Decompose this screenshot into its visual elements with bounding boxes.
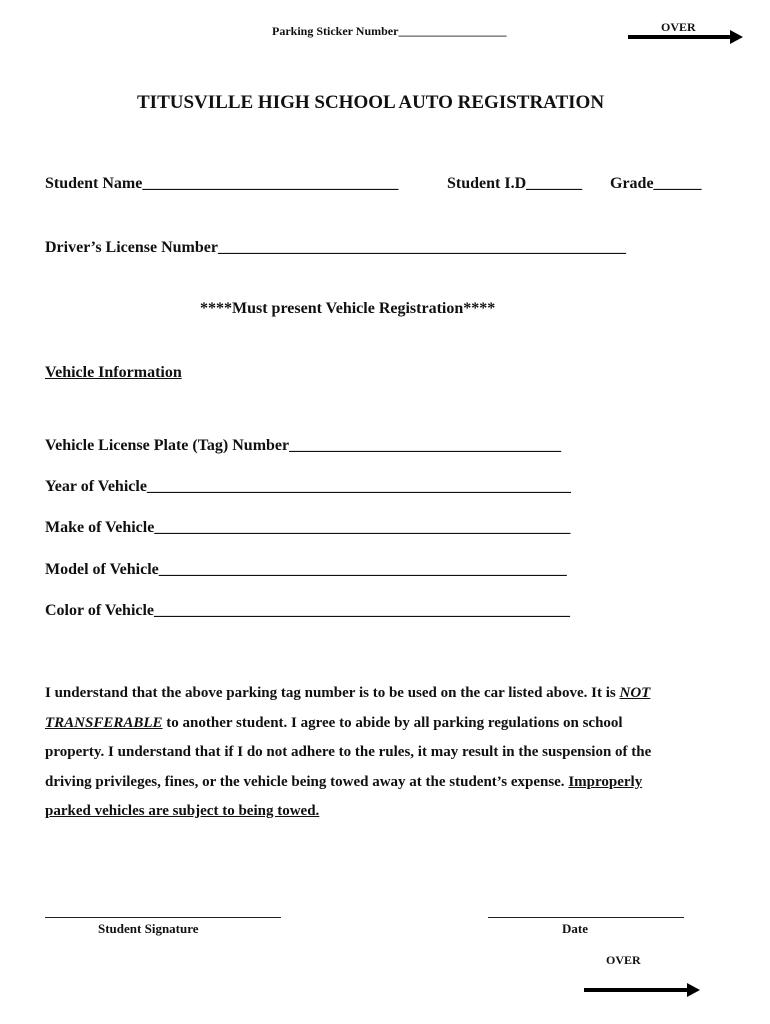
grade-field: Grade______ [610,175,702,192]
student-name-field: Student Name________________________________ [45,175,399,192]
vehicle-color-field: Color of Vehicle____________________________________________________ [45,602,571,619]
transferable-emphasis: TRANSFERABLE [45,714,163,731]
vehicle-info-heading: Vehicle Information [45,364,182,381]
vehicle-year-field: Year of Vehicle_____________________________________________________ [45,478,571,495]
agreement-line-2 [45,709,745,739]
agreement-line-1 [45,679,745,709]
vehicle-model-field: Model of Vehicle___________________________________________________ [45,561,567,578]
over-label-bottom: OVER [606,953,641,967]
agreement-text: driving privileges, fines, or the vehicle being towed away at the student’s expense. [45,773,569,790]
form-title: TITUSVILLE HIGH SCHOOL AUTO REGISTRATION [137,92,605,113]
date-label: Date [562,921,588,936]
arrow-right-icon [584,988,688,992]
agreement-line-4 [45,768,745,798]
parking-sticker-number-field: Parking Sticker Number__________________ [272,24,507,38]
signature-line [45,917,281,918]
license-plate-field: Vehicle License Plate (Tag) Number__________________________________ [45,437,562,454]
agreement-paragraph [45,679,745,827]
agreement-text: I understand that the above parking tag number is to be used on the car listed above. It is [45,685,620,701]
over-label-top: OVER [661,20,696,34]
date-line [488,917,684,918]
student-id-field: Student I.D_______ [447,175,583,192]
drivers-license-field: Driver’s License Number___________________________________________________ [45,239,626,256]
registration-notice: ****Must present Vehicle Registration**** [200,300,496,317]
student-signature-label: Student Signature [98,921,199,936]
agreement-line-3: property. I understand that if I do not adhere to the rules, it may result in the suspension of the [45,744,652,760]
vehicle-make-field: Make of Vehicle____________________________________________________ [45,519,571,536]
towing-warning: Improperly [568,773,643,790]
agreement-text: to another student. I agree to abide by all parking regulations on school [162,714,623,731]
not-emphasis: NOT [619,685,651,701]
arrow-right-icon [628,35,731,39]
agreement-line-5: parked vehicles are subject to being towed. [45,803,320,819]
